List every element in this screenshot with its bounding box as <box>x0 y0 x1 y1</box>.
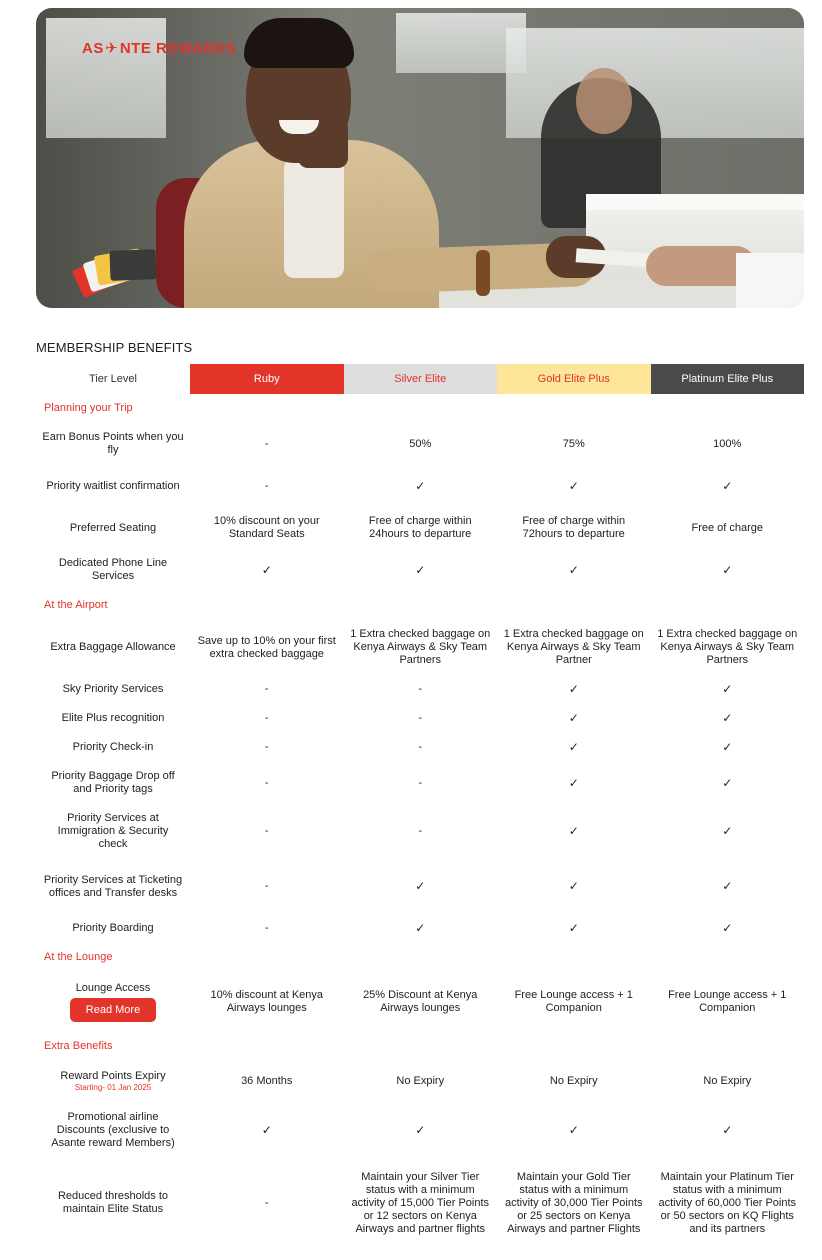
counter-top <box>586 194 804 210</box>
row-label: Lounge Access <box>75 982 151 994</box>
check-icon: ✓ <box>568 824 579 838</box>
row-label: Reward Points Expiry <box>60 1070 166 1082</box>
cell-ruby: - <box>264 922 269 934</box>
row-label: Dedicated Phone Line Services <box>58 557 168 582</box>
check-icon: ✓ <box>568 562 579 577</box>
cell-silver: Maintain your Silver Tier status with a minimum activity of 15,000 Tier Points or 12 sectors on Kenya Airways and partner flights <box>351 1170 490 1235</box>
check-icon: ✓ <box>722 478 733 493</box>
cell-ruby: - <box>264 741 269 753</box>
hero-banner <box>36 8 804 308</box>
table-row <box>36 675 804 704</box>
section-planning: Planning your Trip <box>44 402 133 414</box>
row-label: Extra Baggage Allowance <box>50 641 176 653</box>
tier-ruby: Ruby <box>190 364 344 394</box>
check-icon: ✓ <box>415 478 426 493</box>
cell-silver: Free of charge within 24hours to departure <box>368 515 472 540</box>
row-sublabel: Starting- 01 Jan 2025 <box>74 1083 152 1092</box>
table-row <box>36 859 804 914</box>
tier-silver-elite: Silver Elite <box>344 364 498 394</box>
check-icon: ✓ <box>722 682 733 696</box>
cell-ruby: - <box>264 712 269 724</box>
cell-gold: 75% <box>562 437 585 450</box>
cell-silver: No Expiry <box>396 1075 445 1087</box>
table-row <box>36 465 804 507</box>
cell-platinum: Maintain your Platinum Tier status with a minimum activity of 60,000 Tier Points or 50 sectors on KQ Flights and its partners <box>658 1170 797 1235</box>
row-label: Priority Services at Immigration & Security check <box>57 812 169 850</box>
table-row <box>36 549 804 591</box>
cell-ruby: - <box>264 479 269 492</box>
row-label: Elite Plus recognition <box>61 712 165 724</box>
section-extra: Extra Benefits <box>44 1040 113 1052</box>
row-label: Priority Boarding <box>72 922 154 934</box>
read-more-button[interactable]: Read More <box>70 998 156 1022</box>
background-person-head <box>576 68 632 134</box>
cell-gold: No Expiry <box>549 1075 598 1087</box>
table-row <box>36 507 804 549</box>
check-icon: ✓ <box>568 879 579 893</box>
row-label: Earn Bonus Points when you fly <box>42 431 184 456</box>
row-label: Reduced thresholds to maintain Elite Status <box>57 1190 169 1215</box>
check-icon: ✓ <box>722 921 733 935</box>
table-row <box>36 762 804 804</box>
cell-platinum: Free of charge <box>691 521 764 534</box>
traveler-shirt <box>284 158 344 278</box>
cell-gold: Maintain your Gold Tier status with a minimum activity of 30,000 Tier Points or 25 sectors on Kenya Airways and partner Flights <box>504 1170 643 1235</box>
tier-gold-elite-plus: Gold Elite Plus <box>497 364 651 394</box>
tier-level-label: Tier Level <box>89 372 137 385</box>
table-row <box>36 1102 804 1158</box>
cell-ruby: Save up to 10% on your first extra checked baggage <box>197 634 336 660</box>
check-icon: ✓ <box>568 478 579 493</box>
cell-ruby: - <box>264 683 269 695</box>
check-icon: ✓ <box>722 562 733 577</box>
cell-platinum: No Expiry <box>703 1075 752 1087</box>
card-platinum <box>109 249 156 281</box>
table-row <box>36 972 804 1032</box>
table-row <box>36 733 804 762</box>
table-row <box>36 423 804 465</box>
cell-silver: 25% Discount at Kenya Airways lounges <box>363 989 478 1014</box>
row-label: Promotional airline Discounts (exclusive to Asante reward Members) <box>51 1110 175 1149</box>
section-lounge: At the Lounge <box>44 951 113 963</box>
row-label-cell <box>36 1061 190 1102</box>
check-icon: ✓ <box>722 879 733 893</box>
tier-platinum-elite-plus: Platinum Elite Plus <box>651 364 805 394</box>
section-title: MEMBERSHIP BENEFITS <box>36 340 193 355</box>
membership-cards <box>76 246 156 306</box>
check-icon: ✓ <box>261 1122 272 1137</box>
agent-sleeve <box>736 253 804 308</box>
cell-silver: - <box>418 712 423 724</box>
check-icon: ✓ <box>415 879 426 893</box>
check-icon: ✓ <box>722 740 733 754</box>
check-icon: ✓ <box>568 682 579 696</box>
cell-silver: - <box>418 683 423 695</box>
check-icon: ✓ <box>722 775 733 790</box>
row-label: Priority Check-in <box>72 741 154 753</box>
section-row <box>36 1032 804 1061</box>
asante-rewards-logo <box>82 39 236 57</box>
table-row <box>36 620 804 675</box>
table-row <box>36 804 804 859</box>
check-icon: ✓ <box>261 562 272 577</box>
cell-silver: - <box>418 825 423 837</box>
row-label: Sky Priority Services <box>62 683 164 695</box>
cell-platinum: 1 Extra checked baggage on Kenya Airways & Sky Team Partners <box>657 628 798 666</box>
section-row <box>36 591 804 620</box>
cell-ruby: - <box>264 825 269 837</box>
check-icon: ✓ <box>568 711 579 725</box>
check-icon: ✓ <box>568 921 579 935</box>
cell-silver: - <box>418 741 423 753</box>
cell-platinum: 100% <box>713 437 742 450</box>
cell-ruby: - <box>264 1196 269 1209</box>
row-label: Preferred Seating <box>69 521 157 534</box>
tier-header-row <box>36 364 804 394</box>
bracelet <box>476 250 490 296</box>
cell-ruby: - <box>264 880 269 892</box>
logo-text-left: AS <box>82 40 104 57</box>
cell-silver: 1 Extra checked baggage on Kenya Airways & Sky Team Partners <box>350 628 491 666</box>
cell-platinum: Free Lounge access + 1 Companion <box>668 989 787 1014</box>
row-label: Priority waitlist confirmation <box>46 479 180 492</box>
cell-silver: - <box>418 776 423 789</box>
cell-ruby: 36 Months <box>241 1075 293 1087</box>
row-label-cell <box>36 972 190 1032</box>
check-icon: ✓ <box>568 775 579 790</box>
check-icon: ✓ <box>722 1122 733 1137</box>
check-icon: ✓ <box>415 1122 426 1137</box>
check-icon: ✓ <box>415 562 426 577</box>
check-icon: ✓ <box>568 1122 579 1137</box>
cell-ruby: - <box>264 776 269 789</box>
cell-ruby: - <box>264 437 269 450</box>
row-label: Priority Services at Ticketing offices and Transfer desks <box>43 873 183 899</box>
benefits-table <box>36 364 804 1248</box>
logo-text-right: NTE REWARDS <box>119 40 237 57</box>
cell-silver: 50% <box>409 437 432 450</box>
section-row <box>36 394 804 423</box>
traveler-hair <box>244 18 354 68</box>
window-left <box>46 18 166 138</box>
check-icon: ✓ <box>722 824 733 838</box>
section-row <box>36 943 804 972</box>
plane-icon: ✈ <box>105 40 119 57</box>
table-row <box>36 704 804 733</box>
check-icon: ✓ <box>568 740 579 754</box>
table-row <box>36 914 804 943</box>
cell-ruby: 10% discount on your Standard Seats <box>213 515 320 540</box>
section-airport: At the Airport <box>44 599 108 611</box>
row-label: Priority Baggage Drop off and Priority tags <box>51 770 175 795</box>
check-icon: ✓ <box>415 921 426 935</box>
table-row <box>36 1061 804 1102</box>
cell-gold: 1 Extra checked baggage on Kenya Airways & Sky Team Partner <box>503 628 644 666</box>
cell-gold: Free Lounge access + 1 Companion <box>514 989 633 1014</box>
table-row <box>36 1158 804 1248</box>
cell-ruby: 10% discount at Kenya Airways lounges <box>210 989 324 1014</box>
cell-gold: Free of charge within 72hours to departure <box>522 515 626 540</box>
check-icon: ✓ <box>722 711 733 725</box>
